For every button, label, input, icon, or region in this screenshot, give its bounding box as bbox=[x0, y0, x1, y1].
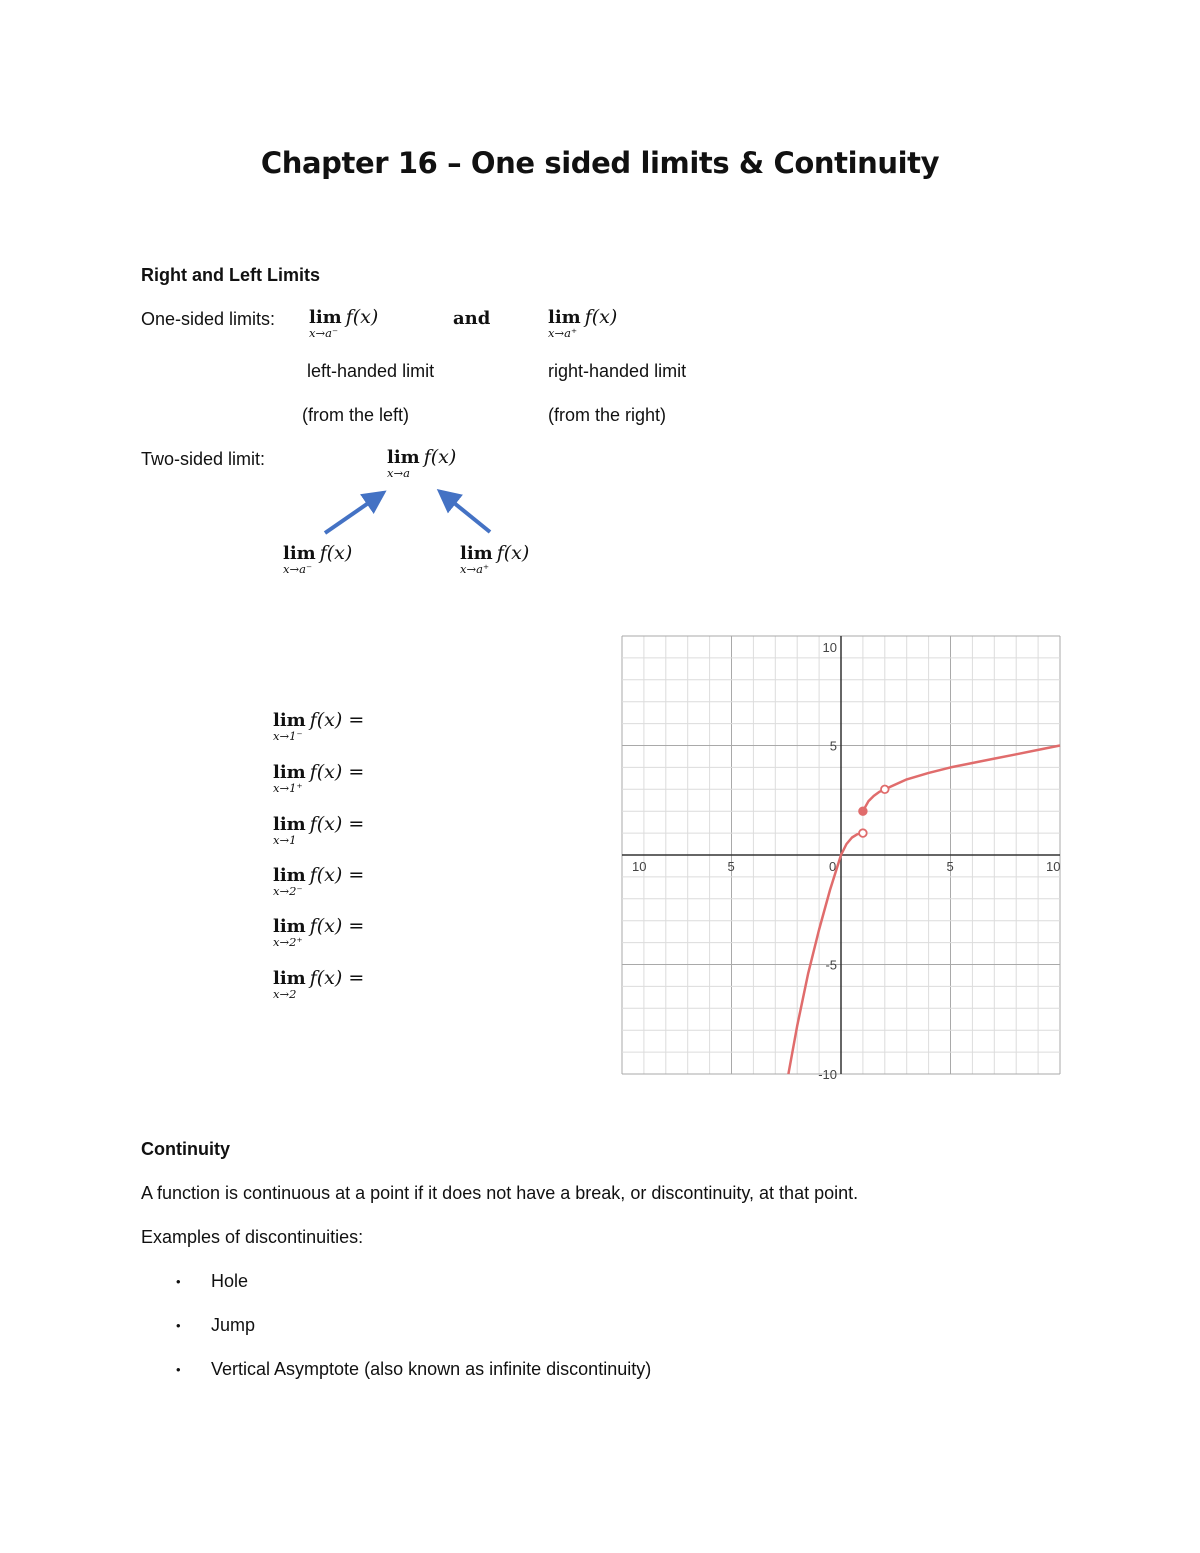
open-point bbox=[859, 829, 867, 837]
fx: f(x) bbox=[309, 813, 343, 835]
right-limit-arrow bbox=[443, 494, 490, 532]
limit-arrows-diagram bbox=[300, 480, 520, 550]
x-tick-label: 5 bbox=[727, 859, 735, 874]
lim-subscript: x→a⁺ bbox=[548, 326, 578, 340]
fx: f(x) bbox=[309, 864, 343, 886]
lim-subscript: x→a bbox=[387, 466, 410, 480]
bullet-glyph: • bbox=[176, 1362, 181, 1377]
equals-sign: = bbox=[348, 761, 365, 783]
examples-label: Examples of discontinuities: bbox=[141, 1227, 364, 1247]
equals-sign: = bbox=[348, 813, 365, 835]
exercise-limit-4 bbox=[273, 864, 365, 898]
fx: f(x) bbox=[309, 709, 343, 731]
fx: f(x) bbox=[309, 761, 343, 783]
function-graph bbox=[622, 636, 1061, 1082]
lim-word: lim bbox=[387, 447, 420, 468]
bullet-hole: Hole bbox=[211, 1271, 249, 1291]
two-sided-label: Two-sided limit: bbox=[141, 449, 266, 469]
closed-point bbox=[859, 807, 867, 815]
fx: f(x) bbox=[319, 542, 353, 564]
function-curve bbox=[863, 746, 1060, 812]
left-handed-label: left-handed limit bbox=[307, 361, 435, 381]
bullet-glyph: • bbox=[176, 1274, 181, 1289]
lim-word: lim bbox=[548, 307, 581, 328]
bullet-glyph: • bbox=[176, 1318, 181, 1333]
lim-word: lim bbox=[273, 916, 306, 937]
lim-subscript: x→a⁻ bbox=[309, 326, 339, 340]
lim-word: lim bbox=[273, 814, 306, 835]
lim-word: lim bbox=[273, 865, 306, 886]
x-tick-label: 10 bbox=[632, 859, 647, 874]
lim-word: lim bbox=[283, 543, 316, 564]
bullet-vertical-asymptote: Vertical Asymptote (also known as infinite discontinuity) bbox=[211, 1359, 652, 1379]
from-left-label: (from the left) bbox=[302, 405, 410, 425]
one-sided-label: One-sided limits: bbox=[141, 309, 276, 329]
exercise-limit-3 bbox=[273, 813, 365, 847]
lim-subscript: x→2⁻ bbox=[273, 884, 303, 898]
x-tick-label: 5 bbox=[946, 859, 954, 874]
lim-subscript: x→a⁺ bbox=[460, 562, 490, 576]
equals-sign: = bbox=[348, 709, 365, 731]
lim-right-expression bbox=[548, 306, 618, 340]
lim-subscript: x→1⁺ bbox=[273, 781, 303, 795]
from-right-label: (from the right) bbox=[548, 405, 667, 425]
lim-subscript: x→1⁻ bbox=[273, 729, 303, 743]
lim-right-bottom bbox=[460, 542, 530, 576]
fx: f(x) bbox=[584, 306, 618, 328]
section-heading-limits: Right and Left Limits bbox=[141, 265, 320, 285]
equals-sign: = bbox=[348, 864, 365, 886]
bullet-jump: Jump bbox=[211, 1315, 256, 1335]
lim-word: lim bbox=[460, 543, 493, 564]
fx: f(x) bbox=[423, 446, 457, 468]
lim-word: lim bbox=[273, 762, 306, 783]
page-title: Chapter 16 – One sided limits & Continuity bbox=[260, 146, 940, 180]
function-curve bbox=[788, 833, 863, 1074]
exercise-limit-2 bbox=[273, 761, 365, 795]
exercise-limit-5 bbox=[273, 915, 365, 949]
lim-two-sided-expression bbox=[387, 446, 457, 480]
y-tick-label: 5 bbox=[829, 738, 837, 754]
fx: f(x) bbox=[496, 542, 530, 564]
and-word: and bbox=[453, 308, 491, 329]
x-tick-label: 10 bbox=[1046, 859, 1061, 874]
fx: f(x) bbox=[309, 967, 343, 989]
equals-sign: = bbox=[348, 915, 365, 937]
exercise-limit-6 bbox=[273, 967, 365, 1001]
fx: f(x) bbox=[309, 915, 343, 937]
continuity-definition: A function is continuous at a point if it does not have a break, or discontinuity, at that point. bbox=[141, 1183, 859, 1203]
open-point bbox=[881, 786, 889, 794]
section-heading-continuity: Continuity bbox=[141, 1139, 230, 1159]
lim-subscript: x→1 bbox=[273, 833, 297, 847]
y-tick-label: 10 bbox=[822, 640, 837, 655]
lim-subscript: x→2⁺ bbox=[273, 935, 303, 949]
lim-left-bottom bbox=[283, 542, 353, 576]
equals-sign: = bbox=[348, 967, 365, 989]
lim-subscript: x→a⁻ bbox=[283, 562, 313, 576]
lim-word: lim bbox=[309, 307, 342, 328]
left-limit-arrow bbox=[325, 495, 380, 533]
lim-subscript: x→2 bbox=[273, 987, 297, 1001]
x-tick-label: 0 bbox=[829, 859, 837, 874]
fx: f(x) bbox=[345, 306, 379, 328]
lim-word: lim bbox=[273, 710, 306, 731]
y-tick-label: -5 bbox=[825, 957, 837, 973]
y-tick-label: -10 bbox=[818, 1067, 837, 1082]
exercise-limit-1 bbox=[273, 709, 365, 743]
lim-word: lim bbox=[273, 968, 306, 989]
right-handed-label: right-handed limit bbox=[548, 361, 687, 381]
lim-left-expression bbox=[309, 306, 379, 340]
